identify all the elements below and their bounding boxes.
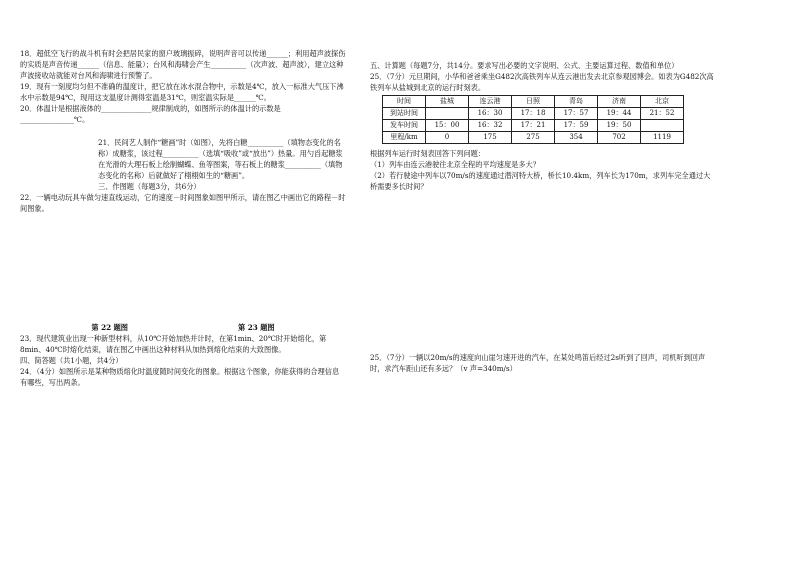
table-cell: 1119 bbox=[641, 132, 684, 144]
question-19: 19．现有一刻度均匀但不准确的温度计，把它放在冰水混合物中，示数是4℃，放入一标准大气压下沸水中示数是94℃，现用这支温度计测得室温是31℃，则室温实际是______℃。 bbox=[20, 82, 344, 102]
question-25-part1: （1）列车由连云港驶往北京全程的平均速度是多大？ bbox=[370, 160, 540, 169]
question-25b: 25．（7分）一辆以20m/s的速度向山崖匀速开进的汽车，在某处鸣笛后经过2s听到了回声，司机听到回声时，求汽车距山还有多远？（v 声=340m/s） bbox=[370, 353, 706, 373]
table-cell: 17：57 bbox=[555, 108, 598, 120]
question-21: 21．民间艺人制作“糖画”时（如图），先将白糖__________（填物态变化的名称）成糖浆，该过程__________（选填“吸收”或“放出”）热量。用勺舀起糖浆在光滑的大理石板上绘制蝴蝶、鱼等图案，等石板上的糖浆__________（填物态变化的名称）后就做好了栩栩如生的“糖画”。 bbox=[98, 138, 343, 180]
table-cell: 17：18 bbox=[512, 108, 555, 120]
table-cell: 702 bbox=[598, 132, 641, 144]
table-cell: 17：59 bbox=[555, 120, 598, 132]
table-cell: 里程/km bbox=[383, 132, 426, 144]
table-cell: 16：32 bbox=[469, 120, 512, 132]
answer-space bbox=[370, 192, 715, 352]
table-cell: 354 bbox=[555, 132, 598, 144]
table-cell: 17：21 bbox=[512, 120, 555, 132]
question-24: 24．（4分）如图所示是某种物质熔化时温度随时间变化的图象。根据这个图象，你能获得的合理信息有哪些，写出两条。 bbox=[20, 367, 340, 387]
table-cell: 青岛 bbox=[555, 96, 598, 108]
caption-fig-23: 第 23 题图 bbox=[238, 323, 275, 332]
table-cell bbox=[641, 120, 684, 132]
table-cell: 济南 bbox=[598, 96, 641, 108]
section-5-heading: 五、计算题（每题7分，共14分。要求写出必要的文字说明、公式、主要运算过程、数值和单位） bbox=[370, 61, 679, 70]
question-18: 18．超低空飞行的战斗机有时会把居民家的窗户玻璃振碎，说明声音可以传递______；利用超声波探伤的实质是声音传递______（信息、能量）；台风和海啸会产生__________（次声波、超声波），建立这种声波接收站就能对台风和海啸进行预警了。 bbox=[20, 49, 346, 80]
section-3-heading: 三、作图题（每题3分，共6分） bbox=[98, 182, 201, 191]
table-cell: 北京 bbox=[641, 96, 684, 108]
table-cell: 连云港 bbox=[469, 96, 512, 108]
table-cell: 175 bbox=[469, 132, 512, 144]
table-cell: 到站时间 bbox=[383, 108, 426, 120]
question-20: 20．体温计是根据液体的______________规律制成的，如图所示的体温计的示数是_______________℃。 bbox=[20, 104, 281, 124]
table-cell: 时间 bbox=[383, 96, 426, 108]
table-row bbox=[383, 132, 684, 144]
timetable bbox=[382, 95, 684, 144]
table-cell: 日照 bbox=[512, 96, 555, 108]
table-cell: 19：50 bbox=[598, 120, 641, 132]
question-25-prompt: 根据列车运行时刻表回答下列问题： bbox=[370, 149, 486, 158]
table-row bbox=[383, 120, 684, 132]
table-cell: 275 bbox=[512, 132, 555, 144]
left-column bbox=[20, 48, 346, 388]
table-row bbox=[383, 108, 684, 120]
table-cell: 15：00 bbox=[426, 120, 469, 132]
right-column bbox=[370, 60, 715, 374]
table-cell: 发车时间 bbox=[383, 120, 426, 132]
question-23: 23．现代建筑业出现一种新型材料，从10℃开始加热并计时，在第1min、20℃时开始熔化，第8min、40℃时熔化结束，请在图乙中画出这种材料从加热到熔化结束的大致图像。 bbox=[20, 334, 327, 354]
table-cell: 19：44 bbox=[598, 108, 641, 120]
caption-fig-22: 第 22 题图 bbox=[91, 323, 128, 332]
question-25a: 25．（7分）元旦期间，小华和爸爸乘坐G482次高铁列车从连云港出发去北京参观园博会。如表为G482次高铁列车从盐城到北京的运行时刻表。 bbox=[370, 72, 714, 92]
figure-area-22-23 bbox=[20, 214, 346, 322]
figure-captions bbox=[20, 322, 346, 333]
table-cell: 盐城 bbox=[426, 96, 469, 108]
table-cell: 16：30 bbox=[469, 108, 512, 120]
question-22: 22．一辆电动玩具车做匀速直线运动，它的速度－时间图象如图甲所示，请在图乙中画出它的路程－时间图象。 bbox=[20, 193, 346, 213]
table-cell: 0 bbox=[426, 132, 469, 144]
question-25-part2: （2）若行驶途中列车以70m/s的速度通过潜河特大桥，桥长10.4km，列车长为170m，求列车完全通过大桥需要多长时间？ bbox=[370, 171, 711, 191]
table-cell: 21：52 bbox=[641, 108, 684, 120]
timetable-header-row bbox=[383, 96, 684, 108]
section-4-heading: 四、简答题（共1小题，共4分） bbox=[20, 356, 123, 365]
table-cell bbox=[426, 108, 469, 120]
